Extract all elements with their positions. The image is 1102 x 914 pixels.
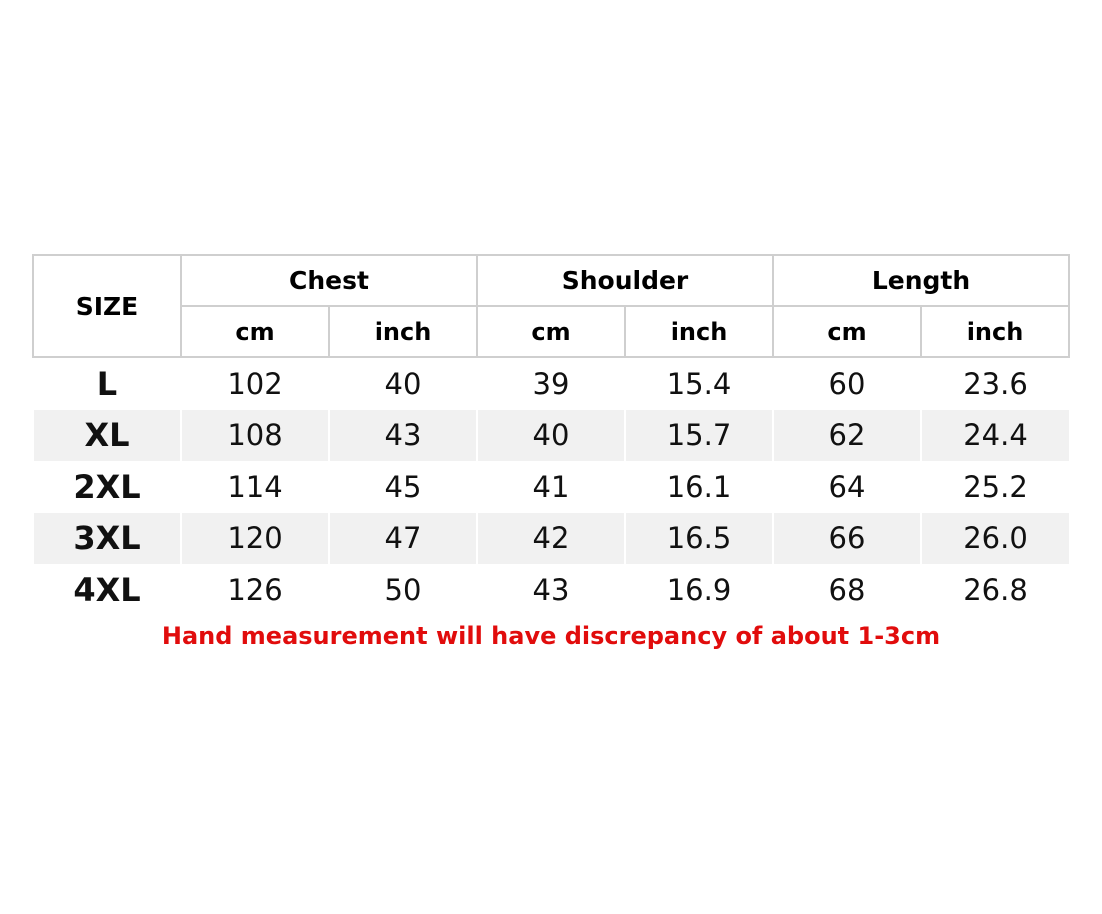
- table-cell: 60: [773, 357, 921, 410]
- unit-header: cm: [477, 306, 625, 357]
- group-header-length: Length: [773, 255, 1069, 306]
- size-cell: 3XL: [33, 513, 181, 565]
- table-cell: 23.6: [921, 357, 1069, 410]
- unit-header: inch: [329, 306, 477, 357]
- table-cell: 47: [329, 513, 477, 565]
- size-header: SIZE: [33, 255, 181, 357]
- table-cell: 40: [477, 410, 625, 462]
- table-cell: 126: [181, 564, 329, 616]
- group-header-shoulder: Shoulder: [477, 255, 773, 306]
- table-cell: 40: [329, 357, 477, 410]
- size-table: [32, 254, 1070, 616]
- unit-header: inch: [921, 306, 1069, 357]
- table-cell: 15.7: [625, 410, 773, 462]
- table-cell: 15.4: [625, 357, 773, 410]
- table-cell: 43: [329, 410, 477, 462]
- table-cell: 16.9: [625, 564, 773, 616]
- table-cell: 42: [477, 513, 625, 565]
- size-cell: L: [33, 357, 181, 410]
- table-row: [33, 513, 1069, 565]
- table-cell: 41: [477, 461, 625, 513]
- header-row-groups: [33, 255, 1069, 306]
- unit-header: inch: [625, 306, 773, 357]
- table-cell: 114: [181, 461, 329, 513]
- unit-header: cm: [773, 306, 921, 357]
- table-cell: 50: [329, 564, 477, 616]
- table-cell: 68: [773, 564, 921, 616]
- table-cell: 25.2: [921, 461, 1069, 513]
- table-cell: 45: [329, 461, 477, 513]
- table-cell: 120: [181, 513, 329, 565]
- table-cell: 24.4: [921, 410, 1069, 462]
- table-row: [33, 564, 1069, 616]
- unit-header: cm: [181, 306, 329, 357]
- size-cell: XL: [33, 410, 181, 462]
- table-row: [33, 357, 1069, 410]
- measurement-note: Hand measurement will have discrepancy of about 1-3cm: [161, 622, 941, 650]
- table-cell: 108: [181, 410, 329, 462]
- table-cell: 62: [773, 410, 921, 462]
- group-header-chest: Chest: [181, 255, 477, 306]
- table-cell: 26.0: [921, 513, 1069, 565]
- table-row: [33, 410, 1069, 462]
- table-cell: 39: [477, 357, 625, 410]
- table-cell: 16.5: [625, 513, 773, 565]
- size-cell: 2XL: [33, 461, 181, 513]
- table-row: [33, 461, 1069, 513]
- table-cell: 16.1: [625, 461, 773, 513]
- table-cell: 26.8: [921, 564, 1069, 616]
- header-row-units: [33, 306, 1069, 357]
- table-cell: 66: [773, 513, 921, 565]
- table-cell: 102: [181, 357, 329, 410]
- table-cell: 64: [773, 461, 921, 513]
- size-cell: 4XL: [33, 564, 181, 616]
- table-cell: 43: [477, 564, 625, 616]
- size-chart: [32, 254, 1070, 616]
